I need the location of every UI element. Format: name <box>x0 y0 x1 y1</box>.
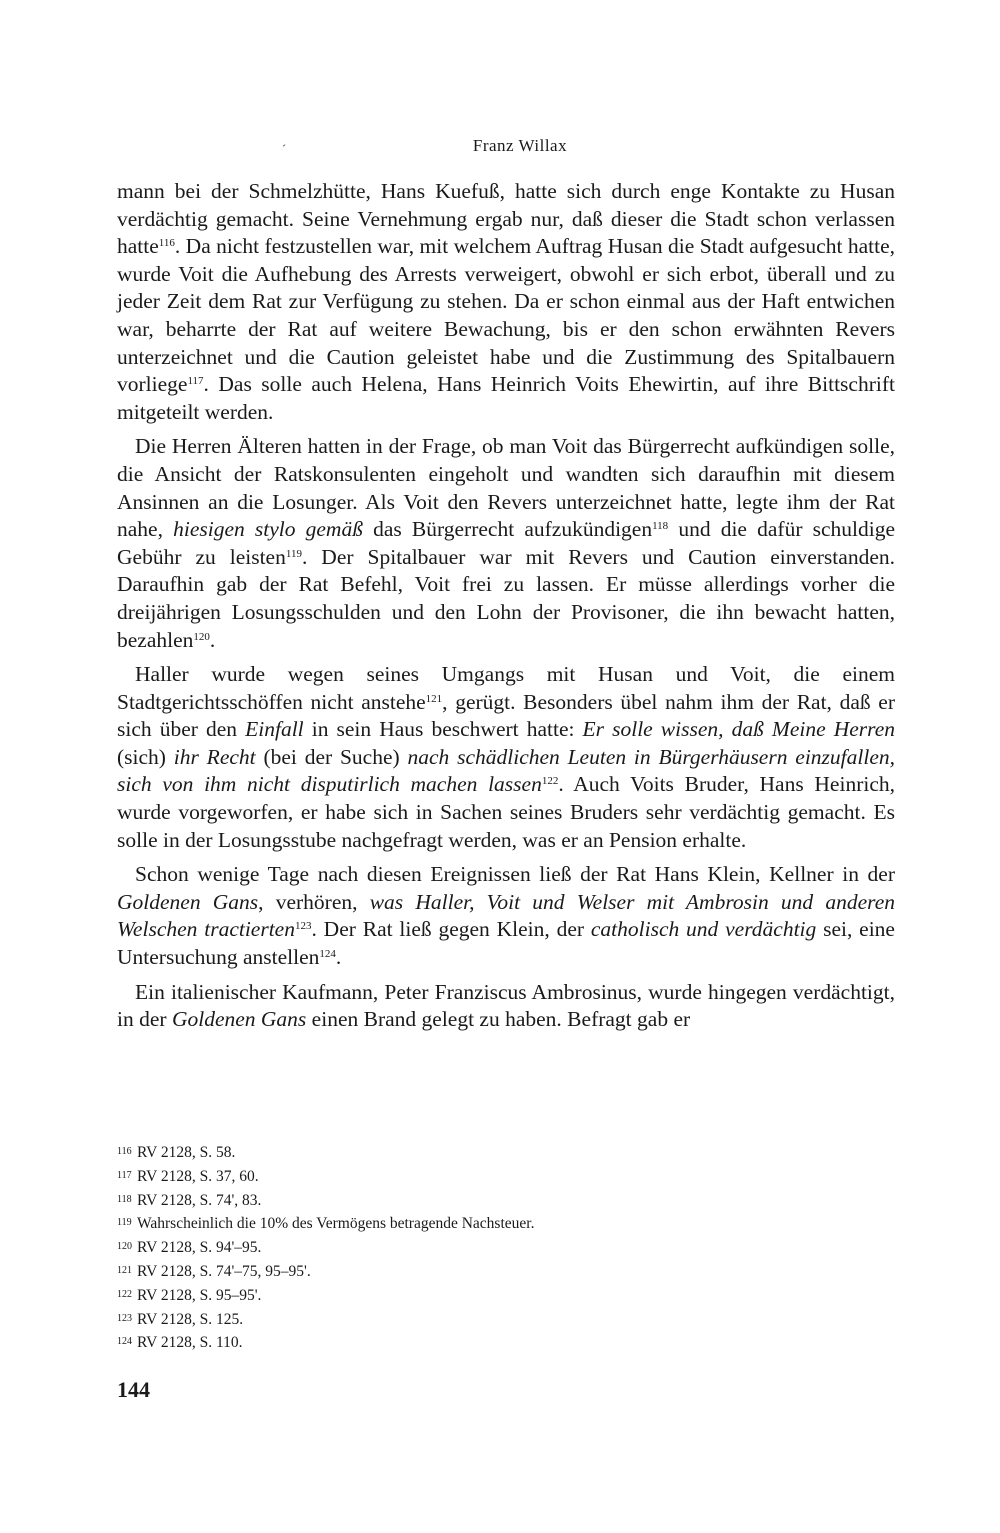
footnote <box>117 1284 817 1308</box>
text-run: Haller wurde wegen seines Umgangs mit Husan und Voit, die einem Stadtgerichtsschöffen nicht anstehe <box>117 662 895 714</box>
italic-text: Goldenen Gans <box>117 889 259 914</box>
footnote-text: RV 2128, S. 74'–75, 95–95'. <box>137 1262 311 1280</box>
italic-text: ihr Recht <box>173 744 256 769</box>
footnote-text: RV 2128, S. 94'–95. <box>137 1239 262 1257</box>
text-run: (sich) <box>117 744 174 769</box>
paragraph <box>117 433 895 654</box>
footnote-ref: 123 <box>294 920 312 933</box>
footnote <box>117 1331 817 1355</box>
paragraph <box>117 178 895 426</box>
text-run: , verhören, <box>258 889 370 914</box>
footnote-ref: 121 <box>425 692 443 705</box>
text-run: . Da nicht festzustellen war, mit welchem Auftrag Husan die Stadt aufgesucht hatte, wurde Voit die Aufhebung des Arrests verweigert, obwohl er sich erbot, überall und zu jeder Zeit dem Rat zur Verfügung zu stehen. Da er schon einmal aus der Haft entwichen war, beharrte der Rat auf weitere Bewachung, bis er den schon erwähnten Revers unterzeichnet und die Caution geleistet habe und die Zustimmung des Spitalbauern vorliege <box>117 234 895 397</box>
footnote-ref: 116 <box>158 237 175 250</box>
text-run: Schon wenige Tage nach diesen Ereignissen ließ der Rat Hans Klein, Kellner in der <box>135 862 895 887</box>
text-run: . Das solle auch Helena, Hans Heinrich Voits Ehewirtin, auf ihre Bittschrift mitgeteilt werden. <box>117 372 895 424</box>
text-run: sei, eine Untersuchung anstellen <box>117 917 895 970</box>
footnotes <box>117 1141 817 1355</box>
text-run: in sein Haus beschwert hatte: <box>303 717 583 742</box>
footnote-ref: 120 <box>193 630 210 643</box>
italic-text: hiesigen stylo gemäß <box>173 517 363 542</box>
text-run: (bei der Suche) <box>255 744 408 769</box>
footnote-number: 117 <box>117 1169 132 1181</box>
footnote-number: 122 <box>117 1288 132 1300</box>
text-run: Die Herren Älteren hatten in der Frage, ob man Voit das Bürgerrecht aufkündigen solle, die Ansicht der Ratskonsulenten eingeholt und wandten sich daraufhin mit diesem Ansinnen an die Losunger. Als Voit den Revers unterzeichnet hatte, legte ihm der Rat nahe, <box>117 434 895 542</box>
footnote-number: 119 <box>117 1217 132 1229</box>
footnote <box>117 1165 817 1189</box>
text-run: , gerügt. Besonders übel nahm ihm der Rat, daß er sich über den <box>117 689 895 742</box>
italic-text: catholisch und verdächtig <box>590 917 817 942</box>
paragraph <box>117 979 895 1034</box>
body-text <box>117 178 895 1041</box>
footnote-text: RV 2128, S. 37, 60. <box>137 1167 259 1185</box>
footnote <box>117 1260 817 1284</box>
footnote <box>117 1212 817 1236</box>
text-run: und die dafür schuldige Gebühr zu leisten <box>117 517 896 569</box>
paragraph <box>117 661 895 854</box>
text-run: . Der Rat ließ gegen Klein, der <box>311 917 591 942</box>
footnote-text: Wahrscheinlich die 10% des Vermögens betragende Nachsteuer. <box>137 1215 535 1233</box>
footnote-number: 118 <box>117 1193 132 1205</box>
italic-text: Einfall <box>245 717 304 742</box>
footnote-number: 116 <box>117 1146 132 1157</box>
footnote-ref: 118 <box>652 520 669 533</box>
running-header: Franz Willax <box>472 136 568 155</box>
header-mark: ´ <box>282 142 286 156</box>
footnote-text: RV 2128, S. 125. <box>137 1310 244 1328</box>
text-run: Ein italienischer Kaufmann, Peter Franziscus Ambrosinus, wurde hingegen verdächtigt, in der <box>117 979 895 1032</box>
text-run: . Auch Voits Bruder, Hans Heinrich, wurde vorgeworfen, er habe sich in Sachen seines Bruders sehr verdächtig gemacht. Es solle in der Losungsstube nachgefragt werden, was er an Pension erhalte. <box>117 772 896 852</box>
footnote-number: 124 <box>117 1336 132 1348</box>
footnote-number: 120 <box>117 1241 132 1253</box>
footnote-text: RV 2128, S. 58. <box>137 1144 236 1161</box>
footnote-text: RV 2128, S. 74', 83. <box>137 1191 262 1209</box>
italic-text: Er solle wissen, daß Meine Herren <box>582 717 896 742</box>
italic-text: was Haller, Voit und Welser mit Ambrosin und anderen Welschen tractierten <box>117 889 895 942</box>
italic-text: Goldenen Gans <box>171 1007 307 1032</box>
footnote <box>117 1189 817 1213</box>
page-number: 144 <box>117 1377 150 1402</box>
paragraph <box>117 861 895 971</box>
footnote-text: RV 2128, S. 95–95'. <box>137 1286 262 1304</box>
footnote-ref: 122 <box>541 775 559 788</box>
text-run: das Bürgerrecht aufzukündigen <box>362 517 653 542</box>
text-run: . <box>209 627 216 652</box>
italic-text: nach schädlichen Leuten in Bürgerhäusern einzufallen, sich von ihm nicht disputirlich machen lassen <box>117 744 895 797</box>
text-run: . <box>335 945 342 970</box>
text-run: mann bei der Schmelzhütte, Hans Kuefuß, hatte sich durch enge Kontakte zu Husan verdächtig gemacht. Seine Vernehmung ergab nur, daß dieser die Stadt schon verlassen hatte <box>117 179 895 259</box>
footnote <box>117 1308 817 1332</box>
footnote-ref: 117 <box>187 375 204 388</box>
footnote-ref: 124 <box>319 948 336 961</box>
footnote <box>117 1236 817 1260</box>
footnote-number: 123 <box>117 1312 132 1324</box>
text-run: . Der Spitalbauer war mit Revers und Caution einverstanden. Daraufhin gab der Rat Befehl, Voit frei zu lassen. Er müsse allerdings vorher die dreijährigen Losungsschulden und den Lohn der Provisoner, die ihn bewacht hatten, bezahlen <box>117 544 895 652</box>
footnote-number: 121 <box>117 1264 132 1276</box>
footnote-text: RV 2128, S. 110. <box>137 1334 243 1352</box>
footnote <box>117 1141 817 1165</box>
footnote-ref: 119 <box>285 547 302 560</box>
text-run: einen Brand gelegt zu haben. Befragt gab er <box>306 1007 691 1032</box>
